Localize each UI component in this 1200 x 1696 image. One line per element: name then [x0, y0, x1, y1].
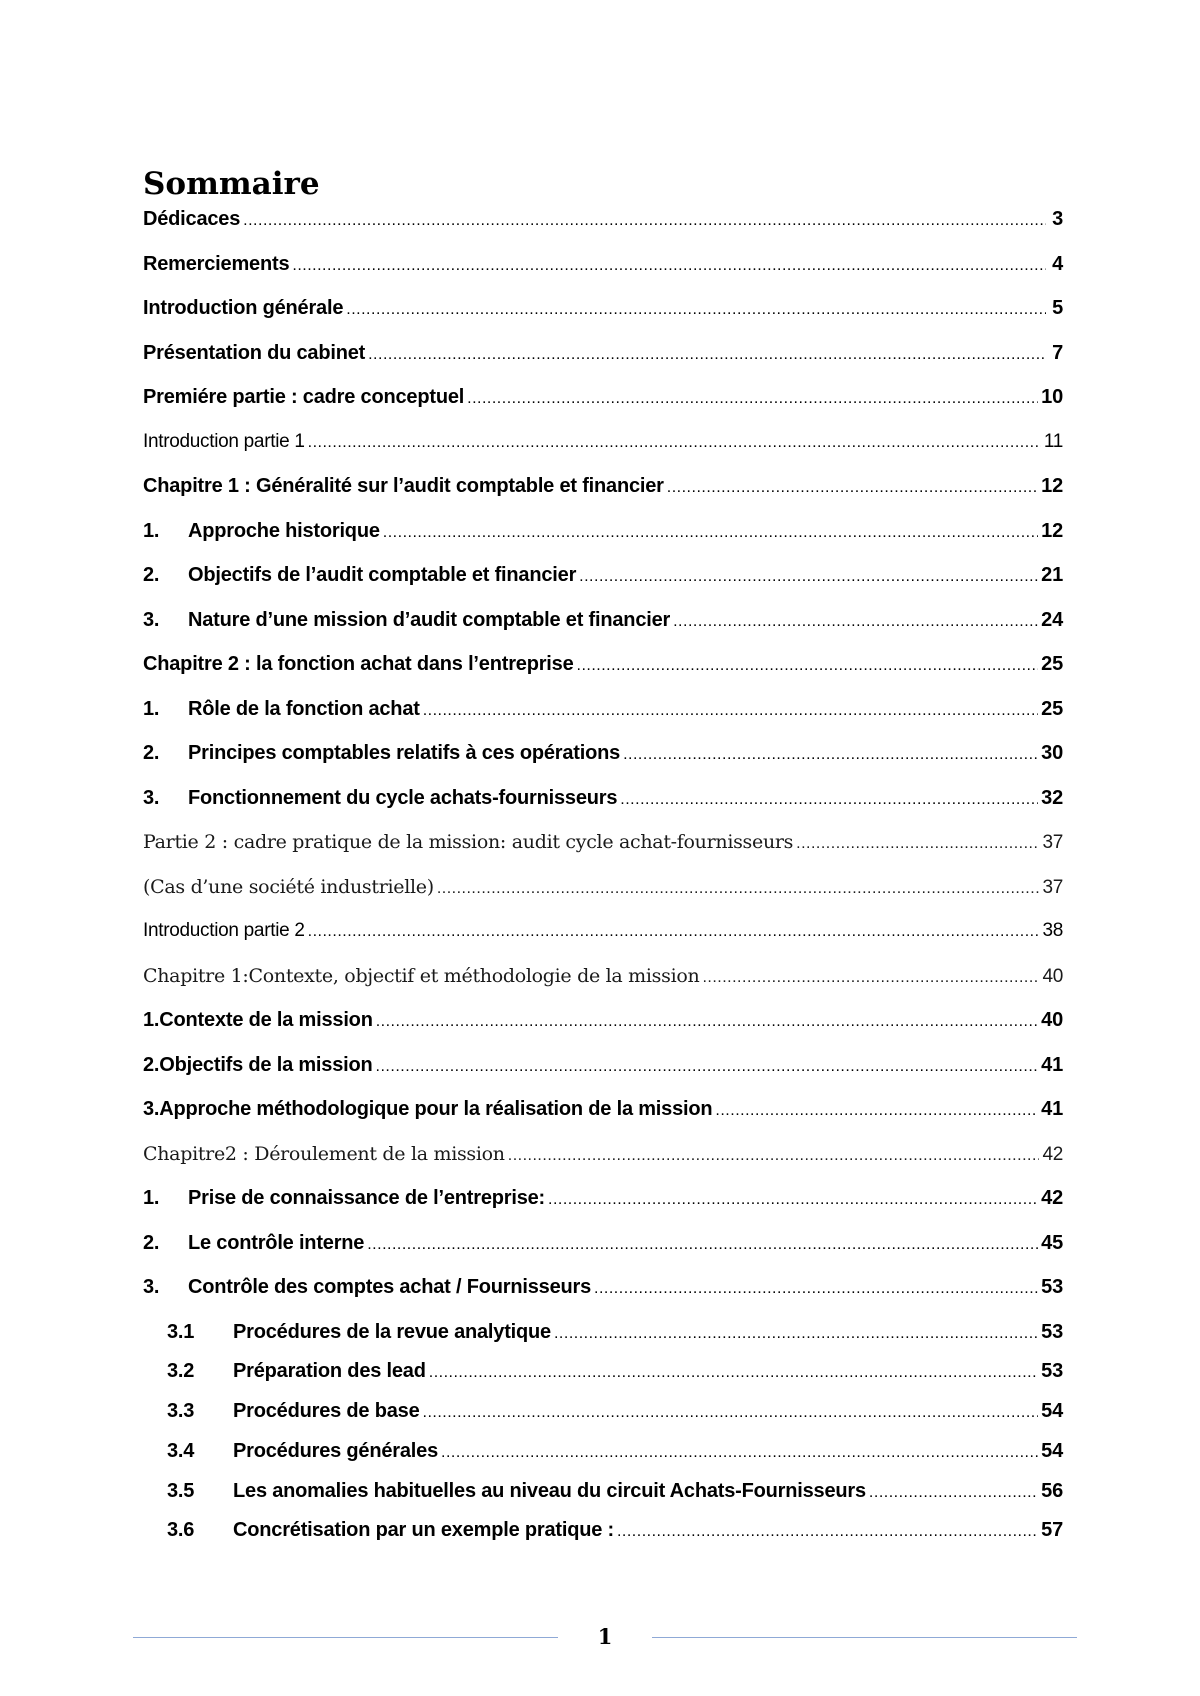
toc-entry-label: Introduction partie 1 [143, 430, 305, 452]
toc-entry-page: 37 [1042, 832, 1063, 853]
toc-entry-page: 54 [1041, 1400, 1063, 1423]
toc-entry-label: Prise de connaissance de l’entreprise: [188, 1187, 545, 1209]
dot-leader [702, 969, 1039, 987]
footer-rule-left [133, 1637, 558, 1638]
toc-entry-page: 45 [1041, 1231, 1063, 1254]
dot-leader [346, 301, 1046, 319]
toc-entry-chapitre-1[interactable] [143, 475, 1063, 520]
toc-entry-number: 3.4 [167, 1439, 195, 1462]
toc-entry-prise-connaissance[interactable] [143, 1187, 1063, 1232]
toc-entry-cas-societe[interactable] [143, 876, 1063, 921]
toc-entry-page: 11 [1043, 430, 1063, 452]
toc-entry-page: 32 [1041, 786, 1063, 809]
toc-entry-label: 1.Contexte de la mission [143, 1009, 373, 1031]
toc-entry-partie-2[interactable] [143, 831, 1063, 876]
dot-leader [579, 568, 1038, 586]
toc-entry-number: 2. [143, 742, 160, 764]
dot-leader [577, 657, 1039, 675]
dot-leader [869, 1484, 1038, 1502]
toc-entry-label: Chapitre 1 : Généralité sur l’audit comptable et financier [143, 475, 664, 497]
toc-entry-label: Objectifs de l’audit comptable et financier [188, 564, 577, 586]
toc-entry-number: 1. [143, 697, 160, 720]
toc-entry-number: 3. [143, 1276, 160, 1298]
toc-entry-page: 54 [1041, 1439, 1063, 1462]
toc-entry-label: 2.Objectifs de la mission [143, 1053, 373, 1076]
toc-entry-chapitre-2[interactable] [143, 653, 1063, 698]
toc-entry-label: Les anomalies habituelles au niveau du circuit Achats-Fournisseurs [233, 1479, 866, 1502]
toc-entry-approche-historique[interactable] [143, 520, 1063, 565]
toc-entry-number: 3.3 [167, 1400, 195, 1423]
toc-entry-page: 40 [1041, 1009, 1063, 1031]
toc-entry-anomalies-habituelles[interactable] [143, 1480, 1063, 1520]
toc-entry-page: 3 [1052, 208, 1063, 230]
toc-entry-label: Dédicaces [143, 208, 241, 230]
toc-entry-label: Introduction générale [143, 297, 344, 319]
toc-entry-page: 53 [1041, 1276, 1063, 1298]
toc-entry-page: 21 [1041, 564, 1063, 586]
toc-entry-page: 41 [1041, 1053, 1063, 1076]
toc-entry-page: 40 [1042, 965, 1063, 987]
toc-entry-page: 53 [1041, 1360, 1063, 1383]
dot-leader [620, 791, 1038, 809]
dot-leader [423, 1404, 1039, 1422]
toc-entry-label: Premiére partie : cadre conceptuel [143, 386, 465, 408]
toc-entry-approche-methodologique[interactable] [143, 1098, 1063, 1143]
toc-entry-label: Concrétisation par un exemple pratique : [233, 1519, 614, 1542]
toc-entry-introduction-partie-2[interactable] [143, 920, 1063, 965]
toc-entry-page: 42 [1042, 1143, 1063, 1165]
toc-entry-page: 12 [1041, 519, 1063, 542]
toc-entry-presentation-cabinet[interactable] [143, 342, 1063, 387]
toc-entry-chapitre-1-contexte[interactable] [143, 965, 1063, 1010]
toc-entry-label: Procédures générales [233, 1439, 438, 1462]
toc-entry-label: Nature d’une mission d’audit comptable et financier [188, 608, 671, 631]
toc-entry-label: Introduction partie 2 [143, 920, 305, 941]
toc-entry-page: 41 [1041, 1098, 1063, 1120]
footer-rule-right [652, 1637, 1077, 1638]
toc-entry-label: Procédures de base [233, 1400, 420, 1423]
toc-entry-label: Remerciements [143, 252, 290, 275]
dot-leader [308, 434, 1041, 452]
dot-leader [554, 1325, 1038, 1343]
toc-entry-page: 42 [1041, 1187, 1063, 1209]
toc-entry-number: 2. [143, 1231, 160, 1254]
toc-entry-objectifs-audit[interactable] [143, 564, 1063, 609]
toc-entry-page: 30 [1041, 742, 1063, 764]
dot-leader [376, 1058, 1039, 1076]
toc-entry-page: 57 [1041, 1519, 1063, 1542]
toc-entry-number: 3. [143, 786, 160, 809]
toc-entry-fonctionnement-cycle[interactable] [143, 787, 1063, 832]
toc-entry-page: 10 [1041, 386, 1063, 408]
toc-entry-label: Présentation du cabinet [143, 341, 366, 364]
dot-leader [383, 524, 1038, 542]
dot-leader [292, 257, 1046, 275]
dot-leader [673, 613, 1038, 631]
dot-leader [617, 1523, 1038, 1541]
table-of-contents [143, 208, 1063, 1559]
dot-leader [623, 746, 1038, 764]
toc-entry-nature-mission[interactable] [143, 609, 1063, 654]
toc-entry-preparation-lead[interactable] [143, 1360, 1063, 1400]
toc-entry-page: 24 [1041, 608, 1063, 631]
toc-entry-page: 25 [1041, 697, 1063, 720]
dot-leader [368, 346, 1046, 364]
dot-leader [437, 880, 1040, 898]
toc-entry-number: 3.6 [167, 1519, 195, 1542]
toc-entry-revue-analytique[interactable] [143, 1321, 1063, 1361]
toc-entry-page: 4 [1052, 252, 1063, 275]
dot-leader [423, 702, 1038, 720]
toc-entry-number: 1. [143, 1187, 160, 1209]
dot-leader [796, 835, 1039, 853]
toc-entry-label: Le contrôle interne [188, 1231, 365, 1254]
toc-entry-procedures-generales[interactable] [143, 1440, 1063, 1480]
toc-entry-label: Procédures de la revue analytique [233, 1320, 551, 1343]
toc-entry-exemple-pratique[interactable] [143, 1519, 1063, 1559]
toc-entry-label: Contrôle des comptes achat / Fournisseurs [188, 1276, 592, 1298]
toc-entry-number: 3.1 [167, 1320, 195, 1343]
toc-entry-page: 7 [1052, 341, 1063, 364]
toc-entry-label: Chapitre 1:Contexte, objectif et méthodologie de la mission [143, 964, 700, 987]
toc-entry-label: (Cas d’une société industrielle) [143, 875, 434, 898]
toc-entry-label: Partie 2 : cadre pratique de la mission: audit cycle achat-fournisseurs [143, 831, 794, 853]
toc-entry-role-fonction-achat[interactable] [143, 698, 1063, 743]
toc-entry-label: Principes comptables relatifs à ces opérations [188, 742, 621, 764]
toc-entry-page: 12 [1041, 475, 1063, 497]
dot-leader [548, 1191, 1038, 1209]
toc-entry-objectifs-mission[interactable] [143, 1054, 1063, 1099]
toc-entry-number: 3.5 [167, 1479, 195, 1502]
toc-entry-page: 38 [1042, 920, 1063, 941]
dot-leader [594, 1280, 1038, 1298]
toc-entry-label: Rôle de la fonction achat [188, 697, 420, 720]
toc-entry-controle-comptes[interactable] [143, 1276, 1063, 1321]
toc-entry-dedicaces[interactable] [143, 208, 1063, 253]
toc-entry-principes-comptables[interactable] [143, 742, 1063, 787]
toc-entry-label: Chapitre 2 : la fonction achat dans l’entreprise [143, 653, 574, 675]
toc-entry-number: 1. [143, 519, 160, 542]
page-number: 1 [597, 1624, 613, 1649]
toc-entry-controle-interne[interactable] [143, 1232, 1063, 1277]
toc-entry-page: 56 [1041, 1479, 1063, 1502]
dot-leader [367, 1236, 1038, 1254]
dot-leader [715, 1102, 1038, 1120]
toc-entry-number: 2. [143, 564, 160, 586]
toc-entry-introduction-partie-1[interactable] [143, 431, 1063, 476]
dot-leader [429, 1364, 1038, 1382]
dot-leader [308, 923, 1040, 941]
toc-entry-number: 3.2 [167, 1360, 195, 1383]
toc-entry-remerciements[interactable] [143, 253, 1063, 298]
dot-leader [467, 390, 1038, 408]
toc-entry-procedures-base[interactable] [143, 1400, 1063, 1440]
toc-entry-page: 25 [1041, 653, 1063, 675]
toc-entry-contexte-mission[interactable] [143, 1009, 1063, 1054]
toc-entry-label: Préparation des lead [233, 1360, 426, 1383]
dot-leader [243, 212, 1046, 230]
page-title: Sommaire [143, 166, 320, 202]
toc-entry-premiere-partie[interactable] [143, 386, 1063, 431]
toc-entry-chapitre2-deroulement[interactable] [143, 1143, 1063, 1188]
dot-leader [508, 1147, 1040, 1165]
toc-entry-label: Chapitre2 : Déroulement de la mission [143, 1142, 505, 1165]
dot-leader [376, 1013, 1038, 1031]
toc-entry-label: Fonctionnement du cycle achats-fournisseurs [188, 786, 618, 809]
dot-leader [441, 1444, 1038, 1462]
toc-entry-introduction-generale[interactable] [143, 297, 1063, 342]
toc-entry-label: Approche historique [188, 519, 380, 542]
toc-entry-page: 37 [1042, 876, 1063, 898]
toc-entry-page: 53 [1041, 1320, 1063, 1343]
toc-entry-number: 3. [143, 608, 160, 631]
toc-entry-page: 5 [1052, 297, 1063, 319]
toc-entry-label: 3.Approche méthodologique pour la réalisation de la mission [143, 1098, 713, 1120]
dot-leader [667, 479, 1038, 497]
